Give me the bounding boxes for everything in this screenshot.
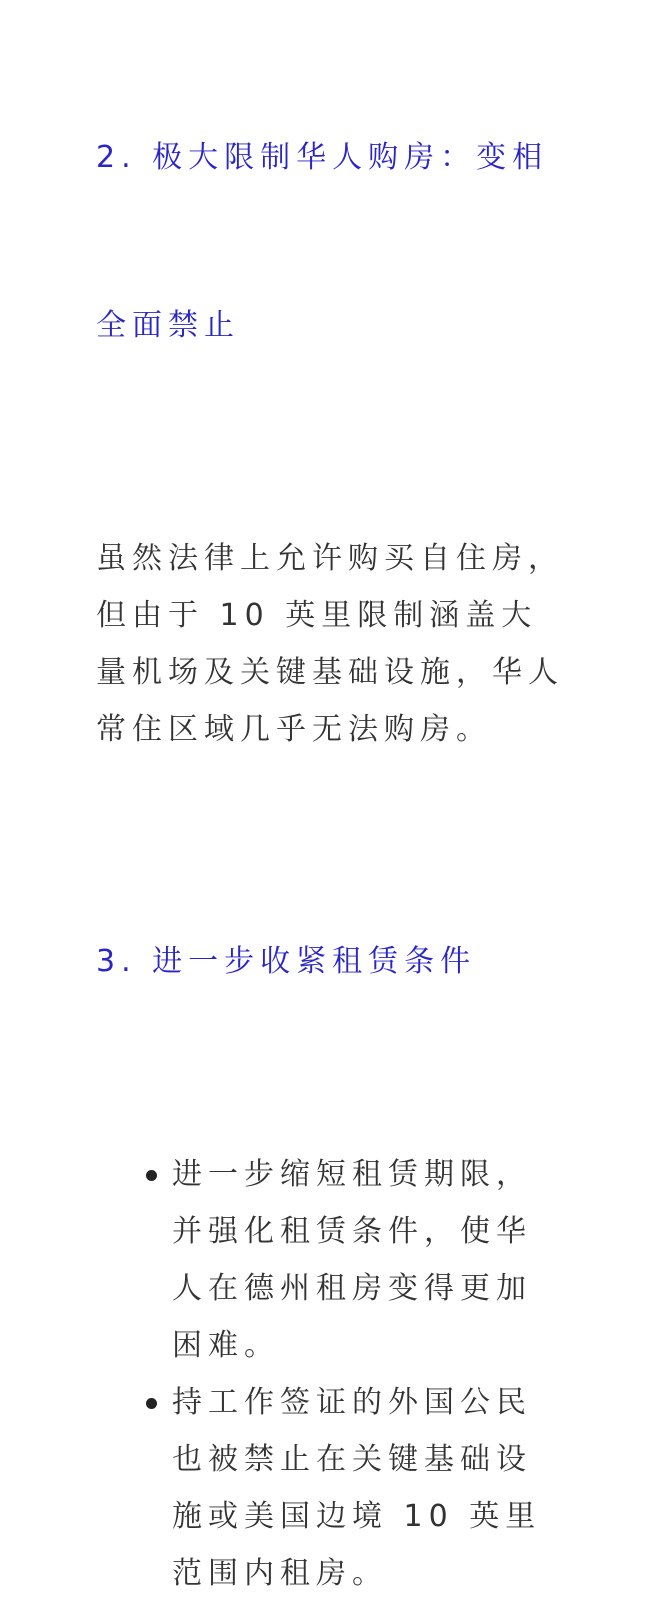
- bullet-line: 持工作签证的外国公民: [172, 1385, 532, 1420]
- paragraph-line: 量机场及关键基础设施，华人: [96, 655, 564, 690]
- heading-line: 2. 极大限制华人购房：变相: [96, 140, 549, 175]
- paragraph-line: 常住区域几乎无法购房。: [96, 712, 492, 747]
- section-heading-2: [96, 18, 564, 466]
- bullet-dot-icon: [146, 1398, 157, 1409]
- bullet-line: 范围内租房。: [172, 1556, 388, 1591]
- list-item: [146, 1374, 564, 1602]
- bullet-line: 并强化租赁条件，使华: [172, 1214, 532, 1249]
- paragraph-line: 虽然法律上允许购买自住房，: [96, 541, 564, 576]
- bullet-line: 也被禁止在关键基础设: [172, 1442, 532, 1477]
- paragraph-line: 但由于 10 英里限制涵盖大: [96, 598, 538, 633]
- bullet-line: 困难。: [172, 1328, 280, 1363]
- bullet-line: 进一步缩短租赁期限，: [172, 1157, 532, 1192]
- bullet-line: 施或美国边境 10 英里: [172, 1499, 542, 1534]
- bullet-line: 人在德州租房变得更加: [172, 1271, 532, 1306]
- bullet-list: [96, 1146, 564, 1602]
- bullet-dot-icon: [146, 1170, 157, 1181]
- heading-line: 3. 进一步收紧租赁条件: [96, 944, 477, 979]
- heading-line: 全面禁止: [96, 308, 240, 343]
- list-item: [146, 1146, 564, 1374]
- section-heading-3: [96, 822, 564, 1102]
- section-paragraph: [96, 530, 564, 758]
